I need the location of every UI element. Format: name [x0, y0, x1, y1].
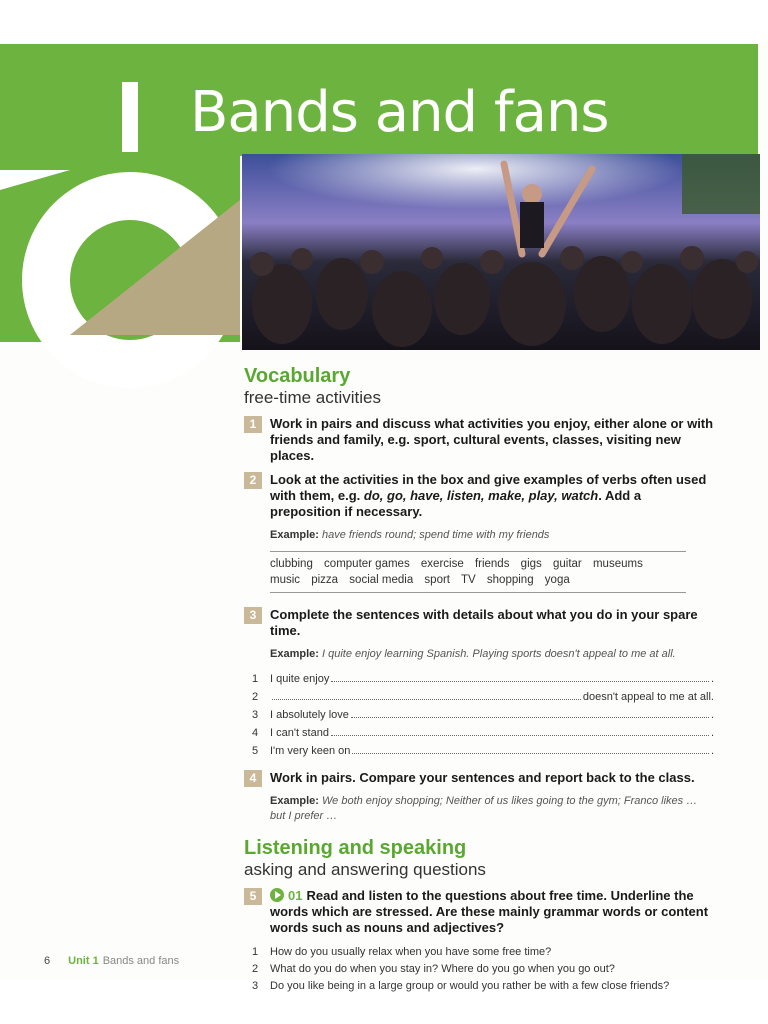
- example-text: have friends round; spend time with my friends: [321, 529, 550, 541]
- question-item: [244, 978, 714, 995]
- word-item: clubbing: [270, 558, 313, 570]
- example-label: Example:: [270, 648, 319, 660]
- vocabulary-subheading: free-time activities: [244, 388, 381, 407]
- sentence-end: .: [710, 709, 714, 721]
- unit-number-bar: [122, 82, 138, 152]
- word-item: pizza: [311, 574, 339, 586]
- task-number-badge: 4: [244, 770, 262, 787]
- sentence-start: I absolutely love: [270, 709, 349, 721]
- audio-track-number: 01: [288, 888, 303, 903]
- task-text: Complete the sentences with details about what you do in your spare time.: [270, 607, 698, 638]
- vocabulary-heading: Vocabulary: [244, 365, 351, 387]
- question-text: Do you like being in a large group or would you rather be with a few close friends?: [270, 980, 670, 992]
- footer-unit: Unit 1: [68, 955, 99, 967]
- item-number: 1: [252, 946, 259, 958]
- word-item: TV: [461, 574, 476, 586]
- answer-line[interactable]: [331, 724, 709, 736]
- sentence-item: [244, 670, 714, 688]
- word-item: computer games: [324, 558, 410, 570]
- example-2: [244, 528, 714, 543]
- sentence-start: I quite enjoy: [270, 673, 330, 685]
- task-text: Read and listen to the questions about free time. Underline the words which are stressed. Are these mainly grammar words or content words such as nouns and adjectives?: [270, 888, 709, 935]
- task-text-end: . Add a preposition if necessary.: [270, 488, 642, 519]
- task-4: [244, 770, 714, 786]
- item-number: 3: [252, 980, 259, 992]
- answer-line[interactable]: [351, 706, 709, 718]
- word-item: music: [270, 574, 301, 586]
- page-title: Bands and fans: [190, 80, 609, 145]
- task-3: [244, 607, 714, 639]
- item-number: 3: [252, 709, 259, 721]
- listening-heading: Listening and speaking: [244, 837, 467, 859]
- task-number-badge: 2: [244, 472, 262, 489]
- word-item: museums: [592, 558, 643, 570]
- word-item: gigs: [520, 558, 542, 570]
- question-item: [244, 961, 714, 978]
- word-item: yoga: [544, 574, 570, 586]
- task-2: [244, 472, 714, 520]
- task-text: Work in pairs and discuss what activities you enjoy, either alone or with friends and family, e.g. sport, cultural events, classes, visiting new places.: [270, 416, 714, 463]
- question-text: What do you do when you stay in? Where do you go when you go out?: [270, 963, 615, 975]
- task-text: Look at the activities in the box and give examples of verbs often used with them, e.g.: [270, 472, 707, 503]
- sentence-end: .: [710, 745, 714, 757]
- word-item: sport: [424, 574, 450, 586]
- example-3: [244, 647, 714, 662]
- sentence-item: [244, 706, 714, 724]
- item-number: 5: [252, 745, 259, 757]
- item-number: 4: [252, 727, 259, 739]
- answer-line[interactable]: [272, 688, 581, 700]
- audio-play-icon[interactable]: [270, 888, 284, 902]
- item-number: 2: [252, 691, 259, 703]
- sentence-start: I can't stand: [270, 727, 329, 739]
- answer-line[interactable]: [331, 670, 709, 682]
- task-verbs: do, go, have, listen, make, play, watch: [363, 488, 599, 503]
- item-number: 1: [252, 673, 259, 685]
- listening-subheading: asking and answering questions: [244, 860, 486, 879]
- sentence-item: [244, 688, 714, 706]
- sentence-item: [244, 742, 714, 760]
- word-item: friends: [474, 558, 510, 570]
- sentence-end: doesn't appeal to me at all.: [582, 691, 714, 703]
- item-number: 2: [252, 963, 259, 975]
- sentence-list: [244, 670, 714, 760]
- lesson-content: [244, 364, 714, 995]
- footer-unit-title: Bands and fans: [102, 955, 180, 967]
- concert-crowd-photo: [242, 154, 760, 350]
- example-label: Example:: [270, 795, 319, 807]
- task-number-badge: 1: [244, 416, 262, 433]
- example-label: Example:: [270, 529, 319, 541]
- task-number-badge: 3: [244, 607, 262, 624]
- word-item: shopping: [486, 574, 534, 586]
- word-item: guitar: [552, 558, 582, 570]
- task-text: Work in pairs. Compare your sentences and report back to the class.: [270, 770, 695, 785]
- task-5: [244, 888, 714, 936]
- unit-logo-icon: [0, 170, 240, 390]
- sentence-item: [244, 724, 714, 742]
- page-footer: [44, 955, 179, 967]
- task-number-badge: 5: [244, 888, 262, 905]
- example-4: [244, 794, 714, 824]
- question-item: [244, 944, 714, 961]
- sentence-start: I'm very keen on: [270, 745, 351, 757]
- question-list: [244, 944, 714, 995]
- word-box: [270, 551, 686, 593]
- example-text: We both enjoy shopping; Neither of us likes going to the gym; Franco likes … but I prefer …: [270, 795, 698, 822]
- task-1: [244, 416, 714, 464]
- answer-line[interactable]: [352, 742, 709, 754]
- sentence-end: .: [710, 673, 714, 685]
- sentence-end: .: [710, 727, 714, 739]
- word-item: social media: [349, 574, 414, 586]
- word-item: exercise: [420, 558, 464, 570]
- example-text: I quite enjoy learning Spanish. Playing sports doesn't appeal to me at all.: [321, 648, 676, 660]
- question-text: How do you usually relax when you have some free time?: [270, 946, 552, 958]
- page-number: 6: [44, 955, 51, 967]
